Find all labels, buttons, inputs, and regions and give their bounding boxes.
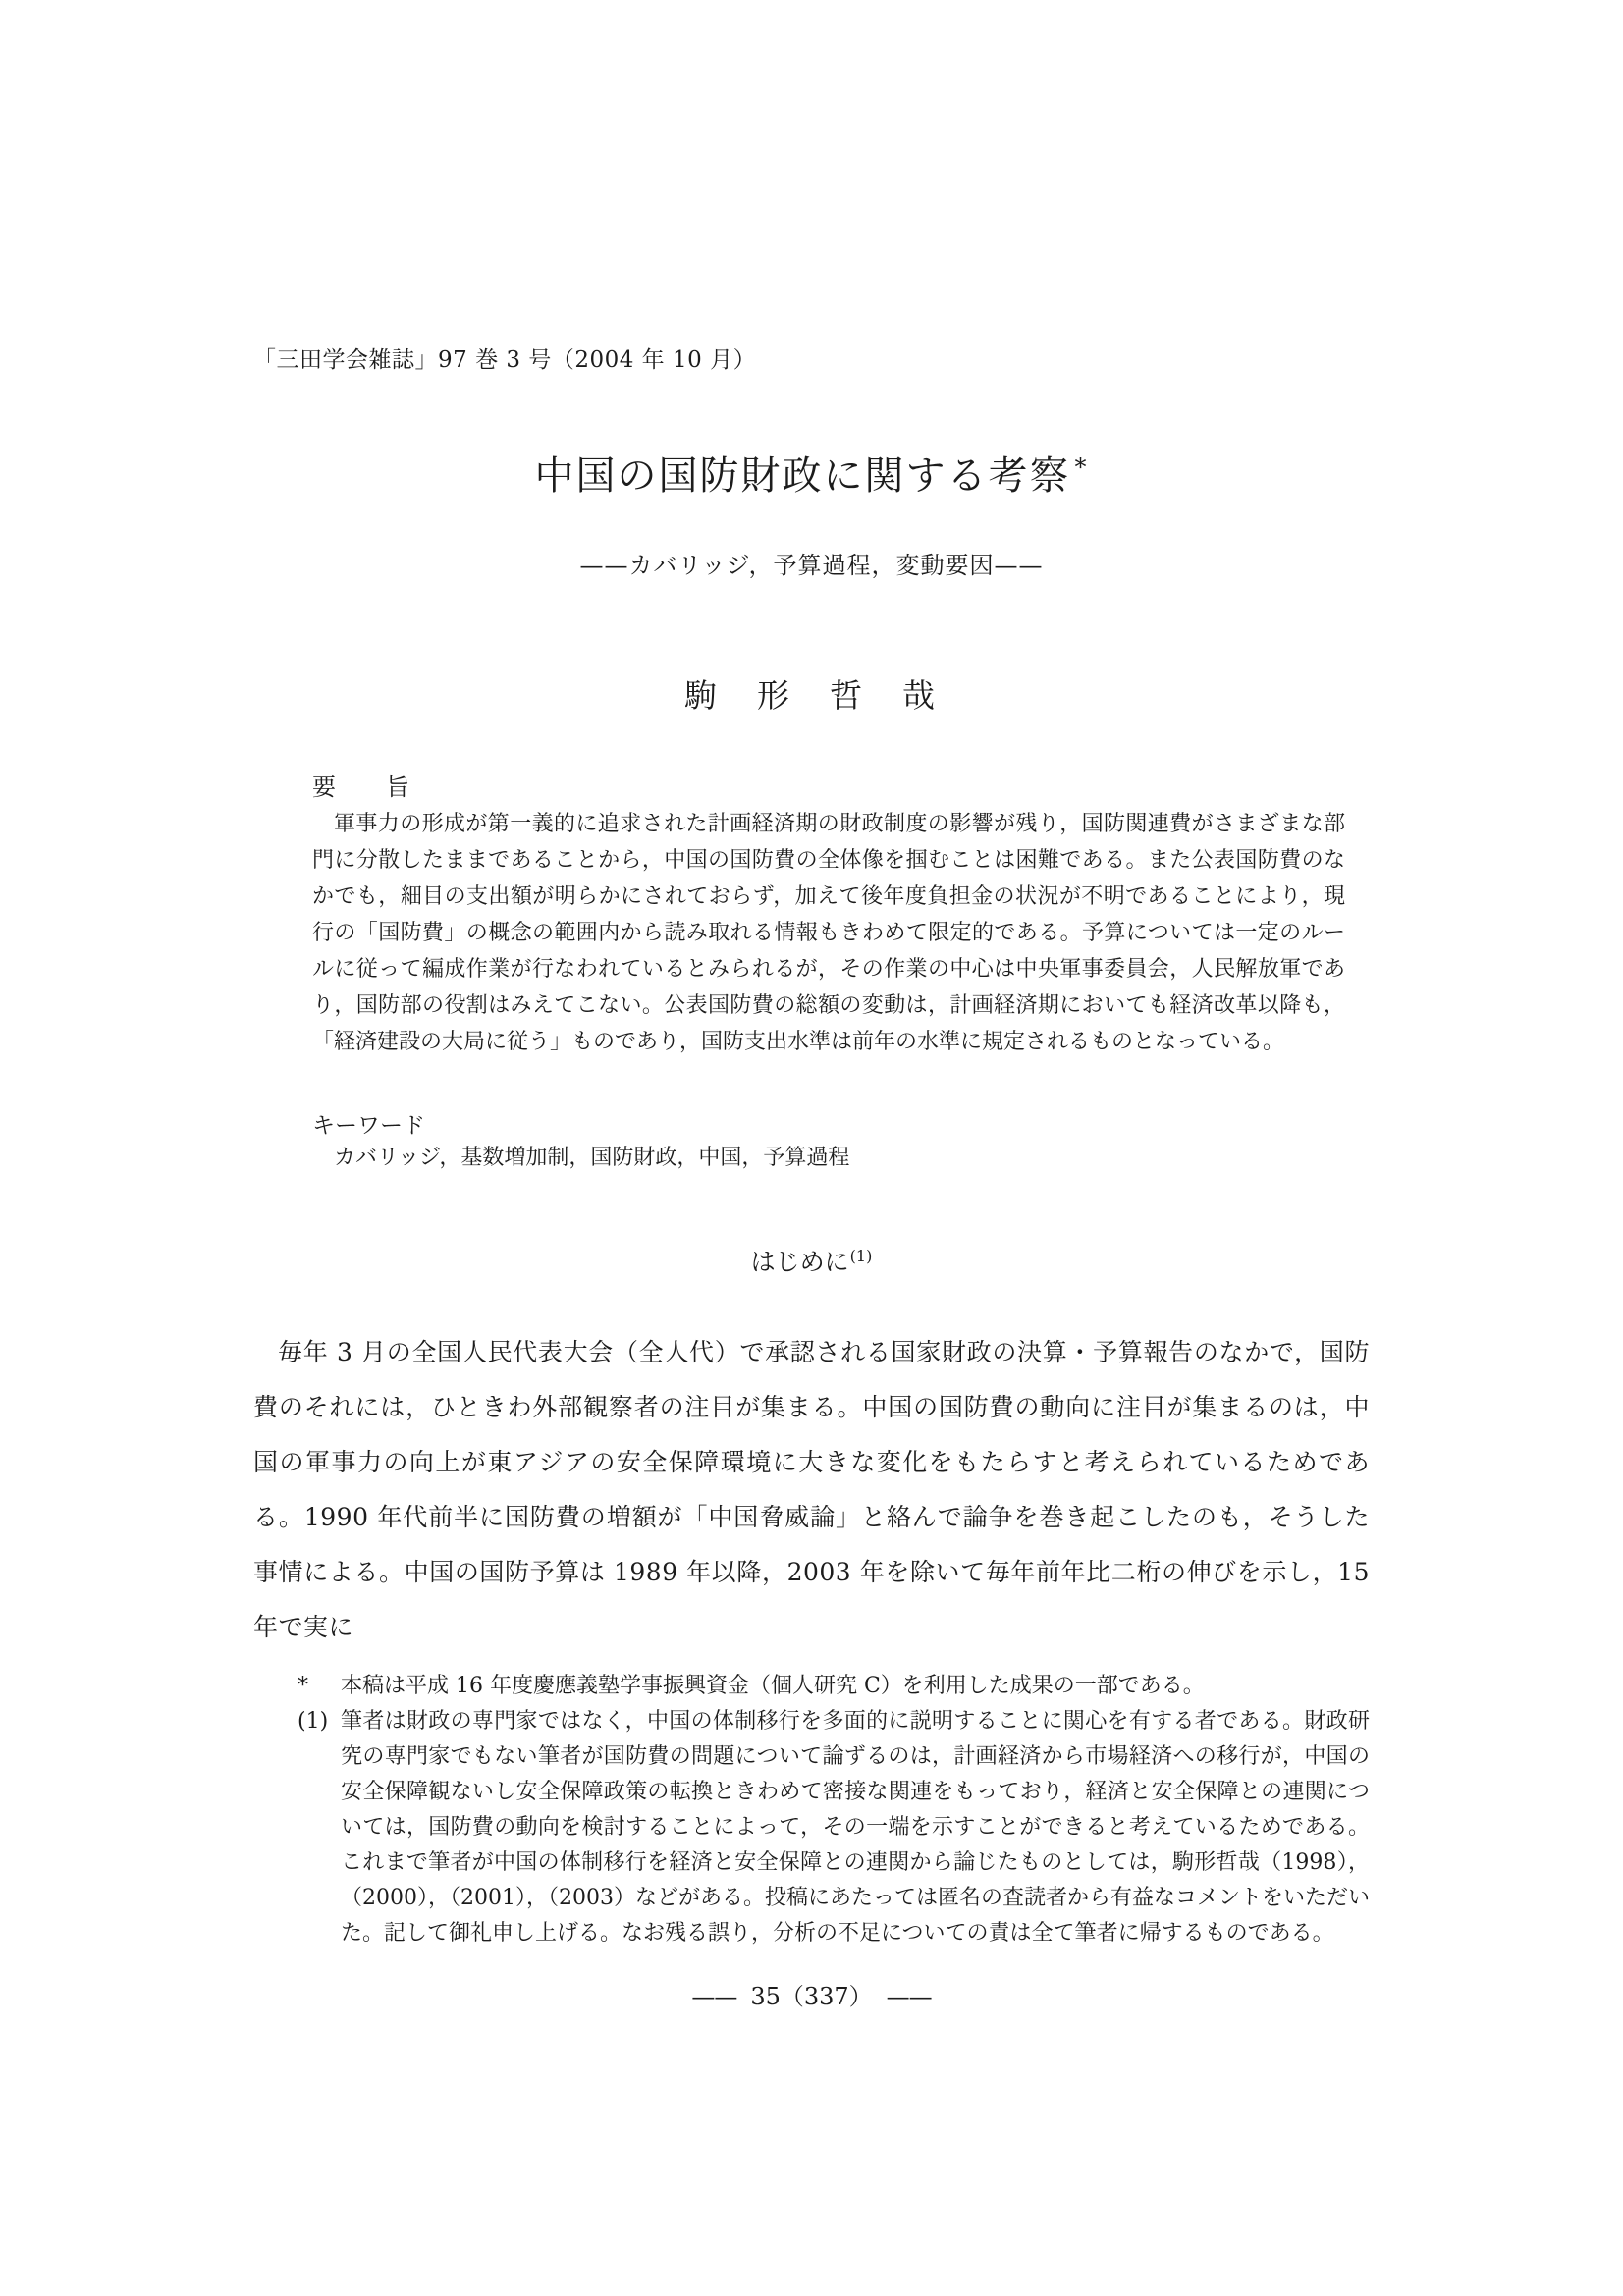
keywords-section bbox=[253, 1107, 1370, 1176]
section-footnote-marker: (1) bbox=[849, 1246, 873, 1265]
paper-subtitle: ——カバリッジ，予算過程，変動要因—— bbox=[579, 552, 1044, 579]
page-number-footer bbox=[253, 1977, 1370, 2011]
page-number: 35（337） bbox=[750, 1983, 873, 2010]
abstract-section bbox=[253, 768, 1370, 1060]
footnote-1 bbox=[253, 1704, 1370, 1951]
footer-right-dash: —— bbox=[886, 1983, 932, 2010]
footnote-text: 本稿は平成 16 年度慶應義塾学事振興資金（個人研究 C）を利用した成果の一部である。 bbox=[341, 1674, 1205, 1698]
abstract-body: 軍事力の形成が第一義的に追求された計画経済期の財政制度の影響が残り，国防関連費がさまざまな部門に分散したままであることから，中国の国防費の全体像を掴むことは困難である。また公表国防費のなかでも，細目の支出額が明らかにされておらず，加えて後年度負担金の状況が不明であることにより，現行の「国防費」の概念の範囲内から読み取れる情報もきわめて限定的である。予算については一定のルールに従って編成作業が行なわれているとみられるが，その作業の中心は中央軍事委員会，人民解放軍であり，国防部の役割はみえてこない。公表国防費の総額の変動は，計画経済期においても経済改革以降も，「経済建設の大局に従う」ものであり，国防支出水準は前年の水準に規定されるものとなっている。 bbox=[312, 812, 1345, 1054]
footnote-marker: (1) bbox=[298, 1709, 329, 1734]
section-heading bbox=[253, 1243, 1370, 1278]
author-name: 駒 形 哲 哉 bbox=[684, 676, 939, 715]
footnotes-section bbox=[253, 1669, 1370, 1951]
keywords-list: カバリッジ，基数増加制，国防財政，中国，予算過程 bbox=[334, 1146, 850, 1170]
section-heading-text: はじめに bbox=[750, 1248, 849, 1276]
paper-title-text: 中国の国防財政に関する考察 bbox=[534, 454, 1071, 499]
keywords-heading: キーワード bbox=[312, 1113, 425, 1139]
body-paragraph: 毎年 3 月の全国人民代表大会（全人代）で承認される国家財政の決算・予算報告のなかで，国防費のそれには，ひときわ外部観察者の注目が集まる。中国の国防費の動向に注目が集まるのは，中国の軍事力の向上が東アジアの安全保障環境に大きな変化をもたらすと考えられているためである。1990 年代前半に国防費の増額が「中国脅威論」と絡んで論争を巻き起こしたのも，そうした事情による。中国の国防予算は 1989 年以降，2003 年を除いて毎年前年比二桁の伸びを示し，15 年で実に bbox=[253, 1338, 1370, 1641]
abstract-heading: 要 旨 bbox=[312, 774, 410, 801]
title-block bbox=[253, 445, 1370, 501]
paper-title bbox=[535, 445, 1089, 501]
footnote-text: 筆者は財政の専門家ではなく，中国の体制移行を多面的に説明することに関心を有する者である。財政研究の専門家でもない筆者が国防費の問題について論ずるのは，計画経済から市場経済への移行が，中国の安全保障観ないし安全保障政策の転換ときわめて密接な関連をもっており，経済と安全保障との連関については，国防費の動向を検討することによって，その一端を示すことができると考えているためである。これまで筆者が中国の体制移行を経済と安全保障との連関から論じたものとしては，駒形哲哉（1998），（2000），（2001），（2003）などがある。投稿にあたっては匿名の査読者から有益なコメントをいただいた。記して御礼申し上げる。なお残る誤り，分析の不足についての責は全て筆者に帰するものである。 bbox=[341, 1709, 1370, 1946]
footnote-marker: * bbox=[298, 1674, 308, 1698]
journal-citation: 「三田学会雑誌」97 巻 3 号（2004 年 10 月） bbox=[253, 347, 757, 373]
title-footnote-marker: * bbox=[1074, 453, 1089, 481]
footer-left-dash: —— bbox=[691, 1983, 737, 2010]
footnote-star bbox=[253, 1669, 1370, 1704]
